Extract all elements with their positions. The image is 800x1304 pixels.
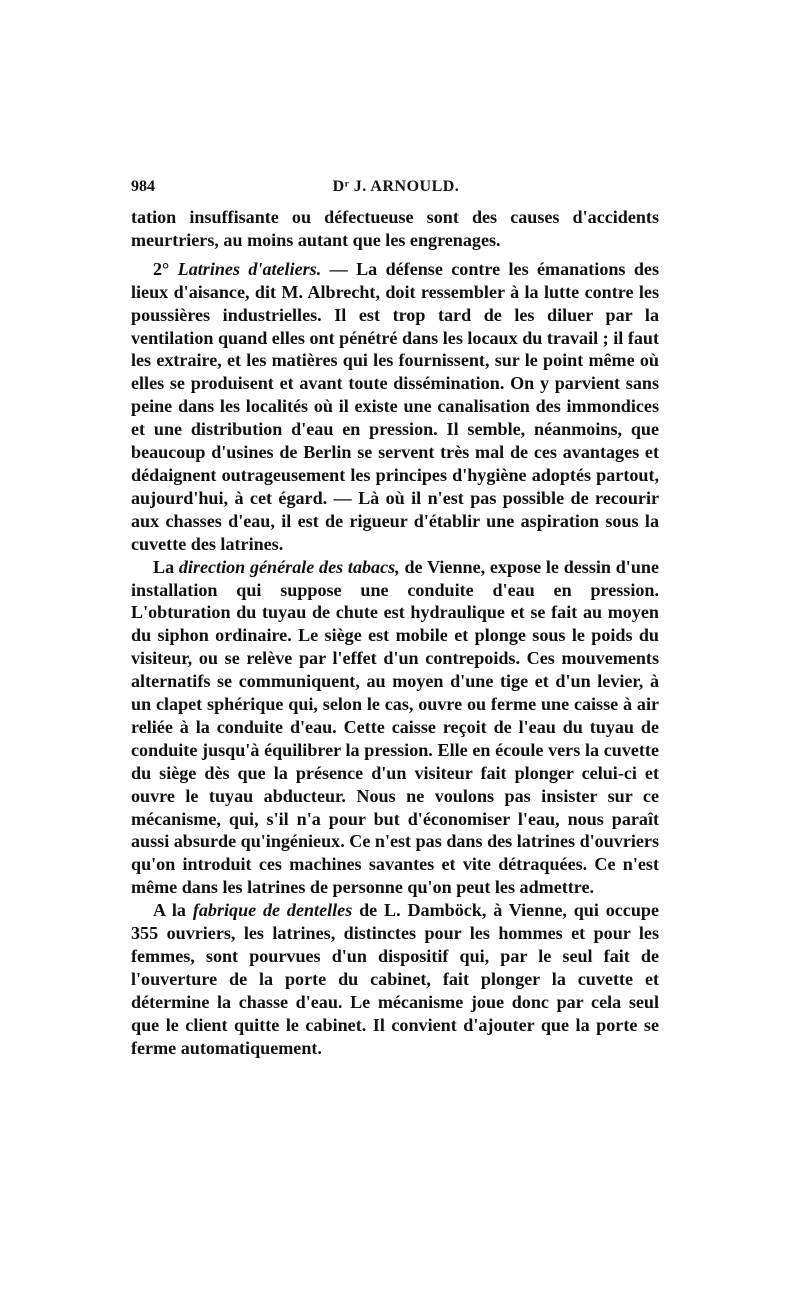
text-segment: tation insuffisante ou défectueuse sont des causes d'accidents meurtriers, au moins autant que les engrenages. bbox=[131, 207, 659, 250]
paragraph-continuation bbox=[131, 206, 659, 252]
running-head-author: Dʳ J. ARNOULD. bbox=[332, 178, 460, 195]
text-segment: La bbox=[153, 556, 179, 577]
page-number: 984 bbox=[131, 178, 155, 195]
text-segment: de L. Damböck, à Vienne, qui occupe 355 ouvriers, les latrines, distinctes pour les hommes et pour les femmes, sont pourvues d'un dispositif qui, par le seul fait de l'ouverture de la porte du cabinet, fait plonger la cuvette et détermine la chasse d'eau. Le mécanisme joue donc par cela seul que le client quitte le cabinet. Il convient d'ajouter que la porte se ferme automatiquement. bbox=[131, 900, 659, 1058]
text-segment: 2° bbox=[153, 258, 178, 279]
body-text bbox=[131, 206, 659, 1060]
text-segment: de Vienne, expose le dessin d'une installation qui suppose une conduite d'eau en pression. L'obturation du tuyau de chute est hydraulique et se fait au moyen du siphon ordinaire. Le siège est mobile et plonge sous le poids du visiteur, ou se relève par l'effet d'un contrepoids. Ces mouvements alternatifs se communiquent, au moyen d'une tige et d'un levier, à un clapet sphérique qui, selon le cas, ouvre ou ferme une caisse à air reliée à la conduite d'eau. Cette caisse reçoit de l'eau du tuyau de conduite jusqu'à équilibrer la pression. Elle en écoule vers la cuvette du siège dès que la présence d'un visiteur fait plonger celui-ci et ouvre le tuyau abducteur. Nous ne voulons pas insister sur ce mécanisme, qui, s'il n'a pour but d'économiser l'eau, nous paraît aussi absurde qu'ingénieux. Ce n'est pas dans des latrines d'ouvriers qu'on introduit ces machines savantes et vite détraquées. Ce n'est même dans les latrines de personne qu'on peut les admettre. bbox=[131, 556, 659, 898]
paragraph-direction-tabacs bbox=[131, 556, 659, 900]
italic-term: direction générale des tabacs, bbox=[178, 556, 400, 577]
text-segment: A la bbox=[153, 900, 193, 921]
running-head bbox=[131, 176, 661, 200]
paragraph-latrines-ateliers bbox=[131, 258, 659, 556]
italic-term: fabrique de dentelles bbox=[192, 900, 353, 921]
text-segment: — La défense contre les émanations des lieux d'aisance, dit M. Albrecht, doit ressembler à la lutte contre les poussières industrielles. Il est trop tard de les diluer par la ventilation quand elles ont pénétré dans les locaux du travail ; il faut les extraire, et les matières qui les fournissent, sur le point même où elles se produisent et avant toute dissémination. On y parvient sans peine dans les localités où il existe une canalisation des immondices et une distribution d'eau en pression. Il semble, néanmoins, que beaucoup d'usines de Berlin se servent très mal de ces avantages et dédaignent outrageusement les principes d'hygiène adoptés partout, aujourd'hui, à cet égard. — Là où il n'est pas possible de recourir aux chasses d'eau, il est de rigueur d'établir une aspiration sous la cuvette des latrines. bbox=[131, 258, 659, 554]
section-heading-italic: Latrines d'ateliers. bbox=[177, 258, 322, 279]
paragraph-fabrique-dentelles bbox=[131, 899, 659, 1059]
